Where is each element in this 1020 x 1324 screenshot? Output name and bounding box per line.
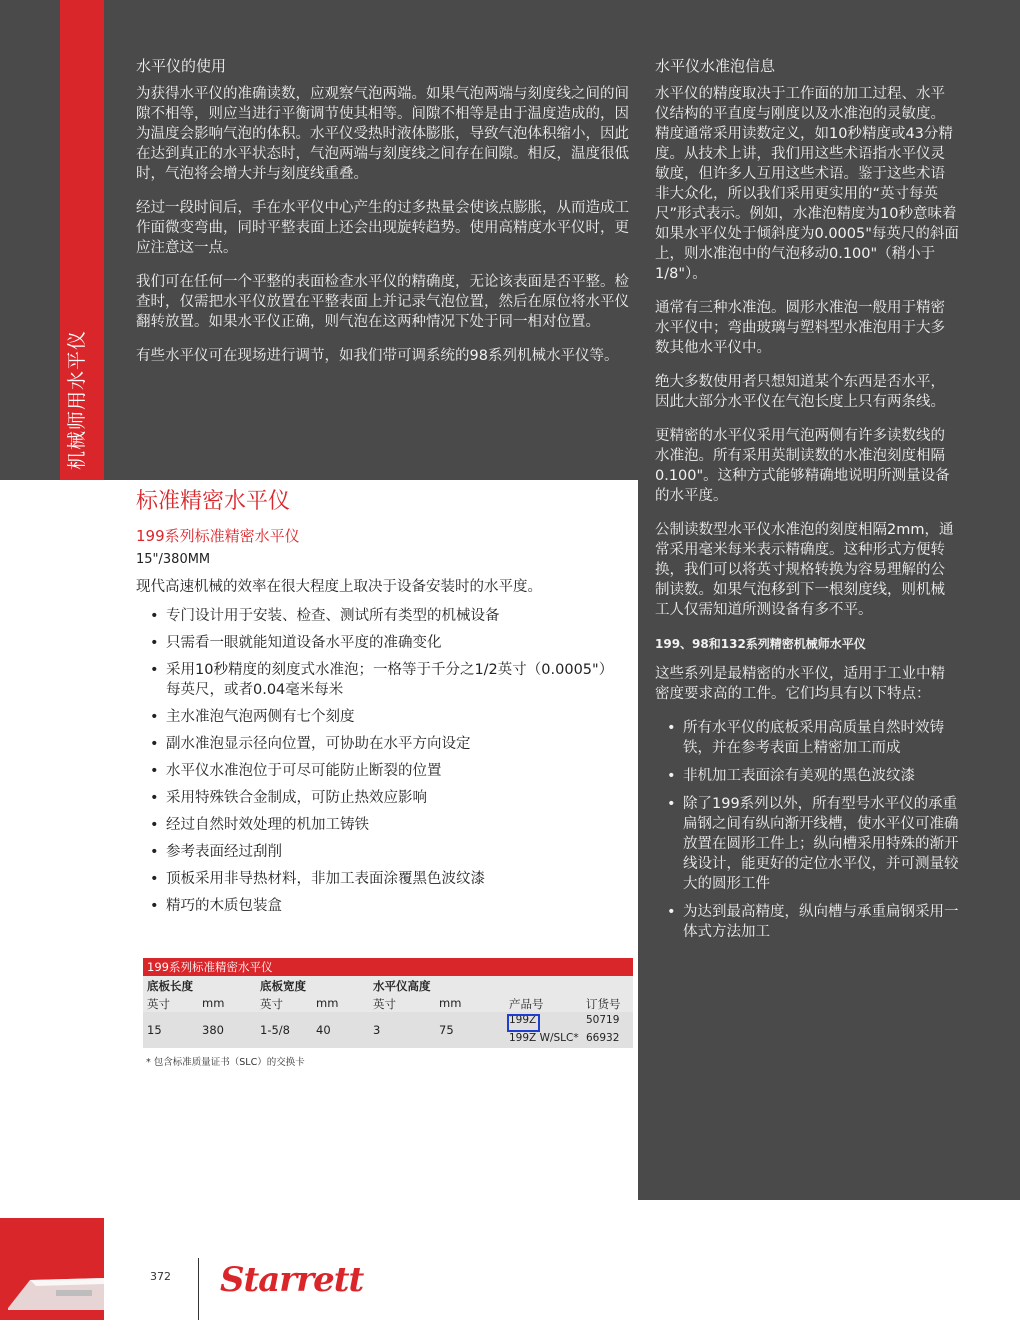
product-intro: 现代高速机械的效率在很大程度上取决于设备安装时的水平度。 (136, 579, 542, 595)
left-strip (0, 0, 60, 480)
list-item: • 采用特殊铁合金制成，可防止热效应影响 (136, 788, 626, 808)
list-item: • 顶板采用非导热材料，非加工表面涂覆黑色波纹漆 (136, 869, 626, 889)
group-header-length: 底板长度 (147, 979, 193, 993)
group-header-width: 底板宽度 (260, 979, 306, 993)
table-cell: 1-5/8 (260, 1023, 290, 1037)
table-row (143, 1012, 633, 1048)
left-paragraph: 经过一段时间后，手在水平仪中心产生的过多热量会使该点膨胀，从而造成工作面微变弯曲，同时平整表面上还会出现旋转趋势。使用高精度水平仪时，更应注意这一点。 (136, 200, 629, 256)
list-item: • 非机加工表面涂有美观的黑色波纹漆 (655, 766, 959, 786)
list-item: • 所有水平仪的底板采用高质量自然时效铸铁，并在参考表面上精密加工而成 (655, 718, 959, 758)
right-paragraph: 更精密的水平仪采用气泡两侧有许多读数线的水准泡。所有采用英制读数的水准泡刻度相隔0.100"。这种方式能够精确地说明所测量设备的水平度。 (655, 428, 950, 504)
table-cell: 75 (439, 1023, 454, 1037)
table-cell: 380 (202, 1023, 224, 1037)
right-sub-intro: 这些系列是最精密的水平仪，适用于工业中精密度要求高的工件。它们均具有以下特点： (655, 666, 945, 702)
list-item: • 采用10秒精度的刻度式水准泡；一格等于千分之1/2英寸（0.0005"）每英尺，或者0.04毫米每米 (136, 660, 626, 700)
sub-header: mm (439, 996, 462, 1010)
right-subheading: 199、98和132系列精密机械师水平仪 (655, 637, 866, 651)
corner-graphic (0, 1218, 104, 1320)
table-title: 199系列标准精密水平仪 (143, 958, 633, 976)
order-number: 50719 (586, 1014, 620, 1026)
left-heading: 水平仪的使用 (136, 57, 227, 75)
list-item: • 副水准泡显示径向位置，可协助在水平方向设定 (136, 734, 626, 754)
product-size: 15"/380MM (136, 552, 211, 567)
left-paragraph: 为获得水平仪的准确读数，应观察气泡两端。如果气泡两端与刻度线之间的间隙不相等，则应当进行平衡调节使其相等。间隙不相等是由于温度造成的，因为温度会影响气泡的体积。水平仪受热时液体膨胀，导致气泡体积缩小，因此在达到真正的水平状态时，气泡两端与刻度线之间存在间隙。相反，温度很低时，气泡将会增大并与刻度线重叠。 (136, 86, 629, 182)
right-paragraph: 公制读数型水平仪水准泡的刻度相隔2mm，通常采用毫米每米表示精确度。这种形式方便转换，我们可以将英寸规格转换为容易理解的公制读数。如果气泡移到下一根刻度线，则机械工人仅需知道所测设备有多不平。 (655, 522, 954, 618)
sub-header: mm (202, 996, 225, 1010)
right-paragraph: 水平仪的精度取决于工作面的加工过程、水平仪结构的平直度与刚度以及水准泡的灵敏度。精度通常采用读数定义，如10秒精度或43分精度。从技术上讲，我们用这些术语指水平仪灵敏度，但许多人互用这些术语。鉴于这些术语非大众化，所以我们采用更实用的“英寸每英尺”形式表示。例如，水准泡精度为10秒意味着如果水平仪处于倾斜度为0.0005"每英尺的斜面上，则水准泡中的气泡移动0.100"（稍小于1/8"）。 (655, 86, 959, 282)
list-item: • 水平仪水准泡位于可尽可能防止断裂的位置 (136, 761, 626, 781)
table-cell: 15 (147, 1023, 162, 1037)
right-heading: 水平仪水准泡信息 (655, 57, 776, 75)
product-series: 199系列标准精密水平仪 (136, 527, 300, 545)
sub-header: 英寸 (260, 997, 283, 1011)
product-number: 199Z W/SLC* (509, 1032, 579, 1044)
product-section (136, 484, 626, 923)
list-item: • 经过自然时效处理的机加工铸铁 (136, 815, 626, 835)
left-paragraph: 我们可在任何一个平整的表面检查水平仪的精确度，无论该表面是否平整。检查时，仅需把水平仪放置在平整表面上并记录气泡位置，然后在原位将水平仪翻转放置。如果水平仪正确，则气泡在这两种情况下处于同一相对位置。 (136, 274, 629, 330)
right-column (655, 56, 959, 950)
starrett-logo: Starrett (220, 1260, 364, 1300)
right-paragraph: 通常有三种水准泡。圆形水准泡一般用于精密水平仪中；弯曲玻璃与塑料型水准泡用于大多数其他水平仪中。 (655, 300, 945, 356)
page-number: 372 (150, 1270, 171, 1283)
group-header-height: 水平仪高度 (373, 979, 431, 993)
section-tab (60, 0, 104, 480)
list-item: • 参考表面经过刮削 (136, 842, 626, 862)
spec-table (143, 958, 633, 1048)
sub-header: 英寸 (373, 997, 396, 1011)
left-paragraph: 有些水平仪可在现场进行调节，如我们带可调系统的98系列机械水平仪等。 (136, 348, 619, 364)
table-footnote: * 包含标准质量证书（SLC）的交换卡 (146, 1057, 305, 1068)
product-title: 标准精密水平仪 (136, 489, 291, 514)
table-cell: 40 (316, 1023, 331, 1037)
sub-header: 英寸 (147, 997, 170, 1011)
table-cell: 3 (373, 1023, 381, 1037)
level-tool-icon (0, 1218, 104, 1320)
selection-highlight (507, 1014, 540, 1032)
footer-divider (198, 1258, 199, 1320)
list-item: • 专门设计用于安装、检查、测试所有类型的机械设备 (136, 606, 626, 626)
order-number: 66932 (586, 1032, 620, 1044)
table-header (143, 976, 633, 1012)
sub-header: 订货号 (586, 997, 621, 1011)
list-item: • 除了199系列以外，所有型号水平仪的承重扁钢之间有纵向渐开线槽，使水平仪可准确放置在圆形工件上；纵向槽采用特殊的渐开线设计，能更好的定位水平仪，并可测量较大的圆形工件 (655, 794, 959, 894)
list-item: • 只需看一眼就能知道设备水平度的准确变化 (136, 633, 626, 653)
left-column (136, 56, 636, 380)
section-tab-label: 机械师用水平仪 (66, 329, 88, 470)
list-item: • 精巧的木质包装盒 (136, 896, 626, 916)
list-item: • 主水准泡气泡两侧有七个刻度 (136, 707, 626, 727)
sub-header: 产品号 (509, 997, 544, 1011)
product-number: 199Z (509, 1014, 537, 1026)
right-bullet-list (655, 718, 959, 942)
list-item: • 为达到最高精度，纵向槽与承重扁钢采用一体式方法加工 (655, 902, 959, 942)
sub-header: mm (316, 996, 339, 1010)
feature-list (136, 606, 626, 916)
right-paragraph: 绝大多数使用者只想知道某个东西是否水平，因此大部分水平仪在气泡长度上只有两条线。 (655, 374, 945, 410)
